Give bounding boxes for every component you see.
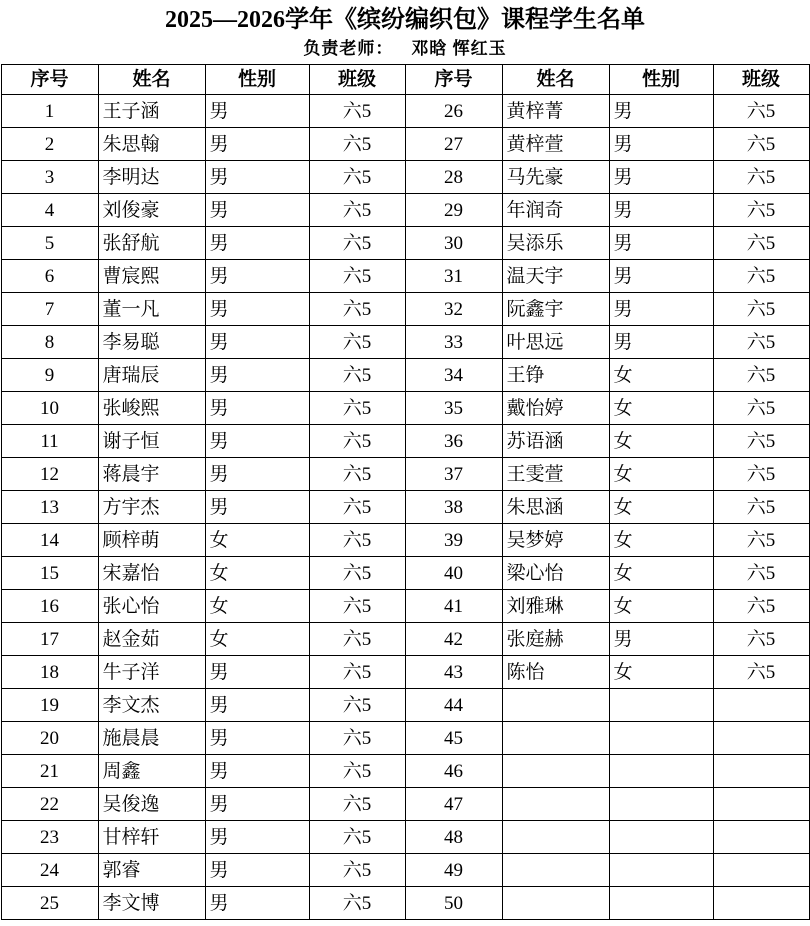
cell-gender-left: 男 <box>205 425 309 458</box>
cell-gender-right <box>609 854 713 887</box>
cell-class-right: 六5 <box>713 590 809 623</box>
cell-index-left: 15 <box>1 557 98 590</box>
cell-index-left: 6 <box>1 260 98 293</box>
cell-class-left: 六5 <box>309 854 405 887</box>
cell-class-left: 六5 <box>309 425 405 458</box>
cell-index-left: 25 <box>1 887 98 920</box>
cell-gender-left: 男 <box>205 194 309 227</box>
cell-class-right: 六5 <box>713 392 809 425</box>
column-header-name-right: 姓名 <box>502 65 609 95</box>
cell-name-left: 李明达 <box>98 161 205 194</box>
cell-name-right: 吴梦婷 <box>502 524 609 557</box>
cell-index-left: 5 <box>1 227 98 260</box>
cell-gender-left: 女 <box>205 524 309 557</box>
table-row <box>1 557 809 590</box>
table-row <box>1 293 809 326</box>
table-row <box>1 788 809 821</box>
cell-index-right: 43 <box>405 656 502 689</box>
cell-name-right: 陈怡 <box>502 656 609 689</box>
column-header-index-left: 序号 <box>1 65 98 95</box>
cell-index-right: 36 <box>405 425 502 458</box>
table-row <box>1 887 809 920</box>
cell-gender-left: 男 <box>205 227 309 260</box>
cell-class-left: 六5 <box>309 887 405 920</box>
teacher-label: 负责老师： <box>303 38 394 58</box>
cell-class-right: 六5 <box>713 524 809 557</box>
cell-index-left: 22 <box>1 788 98 821</box>
teacher-names: 邓晗 恽红玉 <box>411 38 507 58</box>
cell-gender-right: 女 <box>609 590 713 623</box>
cell-index-right: 44 <box>405 689 502 722</box>
cell-name-left: 施晨晨 <box>98 722 205 755</box>
cell-gender-left: 男 <box>205 326 309 359</box>
cell-class-left: 六5 <box>309 392 405 425</box>
cell-class-right: 六5 <box>713 128 809 161</box>
cell-index-right: 46 <box>405 755 502 788</box>
cell-name-left: 曹宸熙 <box>98 260 205 293</box>
table-row <box>1 128 809 161</box>
cell-class-left: 六5 <box>309 293 405 326</box>
cell-index-left: 9 <box>1 359 98 392</box>
cell-gender-left: 男 <box>205 689 309 722</box>
cell-index-right: 49 <box>405 854 502 887</box>
cell-gender-right: 女 <box>609 491 713 524</box>
table-row <box>1 194 809 227</box>
cell-gender-right: 女 <box>609 458 713 491</box>
cell-index-right: 38 <box>405 491 502 524</box>
cell-name-left: 郭睿 <box>98 854 205 887</box>
table-row <box>1 359 809 392</box>
column-header-class-left: 班级 <box>309 65 405 95</box>
cell-name-right <box>502 689 609 722</box>
table-row <box>1 590 809 623</box>
cell-name-right <box>502 854 609 887</box>
cell-gender-right: 女 <box>609 557 713 590</box>
cell-gender-right <box>609 722 713 755</box>
cell-index-left: 3 <box>1 161 98 194</box>
table-row <box>1 227 809 260</box>
cell-class-left: 六5 <box>309 326 405 359</box>
cell-gender-left: 男 <box>205 161 309 194</box>
cell-gender-right: 女 <box>609 392 713 425</box>
cell-gender-left: 男 <box>205 359 309 392</box>
cell-name-right <box>502 722 609 755</box>
cell-class-left: 六5 <box>309 128 405 161</box>
cell-gender-right: 男 <box>609 293 713 326</box>
table-body <box>1 95 809 920</box>
cell-class-left: 六5 <box>309 95 405 128</box>
table-row <box>1 326 809 359</box>
table-row <box>1 722 809 755</box>
cell-class-left: 六5 <box>309 821 405 854</box>
cell-name-right: 温天宇 <box>502 260 609 293</box>
table-row <box>1 524 809 557</box>
cell-class-right <box>713 755 809 788</box>
student-roster-table <box>1 64 810 920</box>
cell-name-left: 王子涵 <box>98 95 205 128</box>
cell-name-left: 张心怡 <box>98 590 205 623</box>
cell-name-left: 李文杰 <box>98 689 205 722</box>
cell-index-right: 29 <box>405 194 502 227</box>
page-title: 2025—2026学年《缤纷编织包》课程学生名单 <box>165 7 645 33</box>
cell-index-left: 11 <box>1 425 98 458</box>
cell-index-right: 30 <box>405 227 502 260</box>
cell-index-left: 19 <box>1 689 98 722</box>
cell-name-left: 蒋晨宇 <box>98 458 205 491</box>
cell-index-right: 50 <box>405 887 502 920</box>
cell-name-right: 梁心怡 <box>502 557 609 590</box>
cell-class-right: 六5 <box>713 95 809 128</box>
cell-gender-left: 男 <box>205 854 309 887</box>
cell-index-left: 24 <box>1 854 98 887</box>
cell-index-right: 40 <box>405 557 502 590</box>
cell-class-left: 六5 <box>309 524 405 557</box>
cell-gender-left: 男 <box>205 458 309 491</box>
cell-gender-left: 女 <box>205 623 309 656</box>
cell-name-right: 苏语涵 <box>502 425 609 458</box>
table-row <box>1 755 809 788</box>
cell-gender-left: 男 <box>205 491 309 524</box>
cell-name-left: 周鑫 <box>98 755 205 788</box>
cell-class-right: 六5 <box>713 326 809 359</box>
cell-gender-left: 男 <box>205 260 309 293</box>
cell-gender-right: 男 <box>609 326 713 359</box>
cell-name-left: 董一凡 <box>98 293 205 326</box>
cell-class-right <box>713 788 809 821</box>
cell-index-left: 16 <box>1 590 98 623</box>
cell-class-right: 六5 <box>713 425 809 458</box>
cell-gender-left: 男 <box>205 821 309 854</box>
cell-index-left: 7 <box>1 293 98 326</box>
table-row <box>1 821 809 854</box>
cell-name-left: 牛子洋 <box>98 656 205 689</box>
cell-name-right: 张庭赫 <box>502 623 609 656</box>
cell-index-right: 39 <box>405 524 502 557</box>
cell-gender-right <box>609 755 713 788</box>
table-row <box>1 491 809 524</box>
cell-index-left: 8 <box>1 326 98 359</box>
cell-name-right: 马先豪 <box>502 161 609 194</box>
cell-gender-right <box>609 887 713 920</box>
cell-class-right <box>713 821 809 854</box>
cell-index-right: 33 <box>405 326 502 359</box>
cell-gender-right <box>609 788 713 821</box>
cell-class-right: 六5 <box>713 227 809 260</box>
cell-class-right: 六5 <box>713 359 809 392</box>
cell-class-left: 六5 <box>309 161 405 194</box>
cell-gender-left: 男 <box>205 128 309 161</box>
cell-gender-left: 男 <box>205 887 309 920</box>
column-header-gender-right: 性别 <box>609 65 713 95</box>
cell-index-left: 1 <box>1 95 98 128</box>
cell-class-left: 六5 <box>309 689 405 722</box>
cell-index-left: 17 <box>1 623 98 656</box>
cell-index-right: 28 <box>405 161 502 194</box>
cell-name-right: 年润奇 <box>502 194 609 227</box>
cell-name-right: 刘雅琳 <box>502 590 609 623</box>
cell-name-left: 甘梓轩 <box>98 821 205 854</box>
cell-class-right: 六5 <box>713 194 809 227</box>
cell-name-right <box>502 821 609 854</box>
cell-class-left: 六5 <box>309 359 405 392</box>
cell-class-left: 六5 <box>309 755 405 788</box>
cell-index-right: 27 <box>405 128 502 161</box>
cell-name-right <box>502 755 609 788</box>
cell-name-right: 黄梓菁 <box>502 95 609 128</box>
cell-class-left: 六5 <box>309 656 405 689</box>
cell-name-left: 李文博 <box>98 887 205 920</box>
cell-index-right: 31 <box>405 260 502 293</box>
cell-class-left: 六5 <box>309 458 405 491</box>
cell-gender-right: 男 <box>609 128 713 161</box>
cell-gender-left: 男 <box>205 392 309 425</box>
cell-index-left: 20 <box>1 722 98 755</box>
cell-name-left: 唐瑞辰 <box>98 359 205 392</box>
table-row <box>1 161 809 194</box>
cell-name-right: 黄梓萱 <box>502 128 609 161</box>
cell-index-left: 12 <box>1 458 98 491</box>
cell-name-left: 顾梓萌 <box>98 524 205 557</box>
cell-index-right: 47 <box>405 788 502 821</box>
table-row <box>1 425 809 458</box>
cell-name-right: 阮鑫宇 <box>502 293 609 326</box>
cell-class-left: 六5 <box>309 194 405 227</box>
table-row <box>1 656 809 689</box>
cell-name-right <box>502 887 609 920</box>
cell-gender-right: 男 <box>609 260 713 293</box>
teacher-line <box>0 39 810 64</box>
cell-index-left: 2 <box>1 128 98 161</box>
cell-gender-left: 男 <box>205 722 309 755</box>
cell-index-left: 23 <box>1 821 98 854</box>
cell-gender-left: 男 <box>205 788 309 821</box>
column-header-index-right: 序号 <box>405 65 502 95</box>
cell-index-left: 10 <box>1 392 98 425</box>
cell-class-left: 六5 <box>309 623 405 656</box>
cell-gender-left: 男 <box>205 293 309 326</box>
cell-name-left: 吴俊逸 <box>98 788 205 821</box>
cell-class-right <box>713 689 809 722</box>
cell-name-right: 王雯萱 <box>502 458 609 491</box>
cell-index-right: 45 <box>405 722 502 755</box>
cell-name-right: 王铮 <box>502 359 609 392</box>
cell-gender-right: 男 <box>609 227 713 260</box>
cell-class-right <box>713 854 809 887</box>
cell-index-right: 32 <box>405 293 502 326</box>
cell-name-left: 谢子恒 <box>98 425 205 458</box>
cell-name-left: 方宇杰 <box>98 491 205 524</box>
column-header-class-right: 班级 <box>713 65 809 95</box>
cell-name-left: 赵金茹 <box>98 623 205 656</box>
table-row <box>1 260 809 293</box>
cell-gender-right: 男 <box>609 161 713 194</box>
cell-class-right <box>713 722 809 755</box>
cell-index-left: 4 <box>1 194 98 227</box>
cell-index-right: 48 <box>405 821 502 854</box>
cell-gender-right <box>609 821 713 854</box>
cell-name-left: 李易聪 <box>98 326 205 359</box>
cell-class-right: 六5 <box>713 491 809 524</box>
cell-class-right: 六5 <box>713 458 809 491</box>
cell-name-left: 张峻熙 <box>98 392 205 425</box>
cell-gender-right: 男 <box>609 95 713 128</box>
cell-name-right <box>502 788 609 821</box>
table-row <box>1 458 809 491</box>
table-row <box>1 854 809 887</box>
cell-gender-right: 男 <box>609 194 713 227</box>
cell-name-left: 宋嘉怡 <box>98 557 205 590</box>
table-header-row <box>1 65 809 95</box>
cell-class-left: 六5 <box>309 722 405 755</box>
cell-class-right: 六5 <box>713 161 809 194</box>
column-header-name-left: 姓名 <box>98 65 205 95</box>
cell-gender-right: 女 <box>609 524 713 557</box>
cell-gender-right: 女 <box>609 359 713 392</box>
cell-name-right: 叶思远 <box>502 326 609 359</box>
cell-class-left: 六5 <box>309 260 405 293</box>
cell-gender-left: 男 <box>205 755 309 788</box>
cell-class-right: 六5 <box>713 293 809 326</box>
cell-gender-left: 女 <box>205 557 309 590</box>
cell-gender-left: 女 <box>205 590 309 623</box>
cell-index-right: 37 <box>405 458 502 491</box>
cell-class-right: 六5 <box>713 557 809 590</box>
cell-name-left: 朱思翰 <box>98 128 205 161</box>
cell-gender-right: 男 <box>609 623 713 656</box>
cell-gender-right <box>609 689 713 722</box>
cell-name-right: 朱思涵 <box>502 491 609 524</box>
cell-gender-right: 女 <box>609 656 713 689</box>
cell-class-left: 六5 <box>309 590 405 623</box>
cell-gender-left: 男 <box>205 95 309 128</box>
table-row <box>1 623 809 656</box>
cell-index-right: 34 <box>405 359 502 392</box>
cell-index-right: 42 <box>405 623 502 656</box>
cell-index-left: 18 <box>1 656 98 689</box>
cell-index-left: 14 <box>1 524 98 557</box>
cell-class-right <box>713 887 809 920</box>
cell-index-right: 35 <box>405 392 502 425</box>
cell-index-right: 26 <box>405 95 502 128</box>
cell-name-left: 张舒航 <box>98 227 205 260</box>
cell-class-right: 六5 <box>713 260 809 293</box>
cell-class-left: 六5 <box>309 557 405 590</box>
cell-index-left: 21 <box>1 755 98 788</box>
cell-class-left: 六5 <box>309 227 405 260</box>
cell-gender-left: 男 <box>205 656 309 689</box>
column-header-gender-left: 性别 <box>205 65 309 95</box>
cell-index-left: 13 <box>1 491 98 524</box>
cell-name-left: 刘俊豪 <box>98 194 205 227</box>
cell-class-right: 六5 <box>713 656 809 689</box>
table-row <box>1 392 809 425</box>
table-row <box>1 95 809 128</box>
cell-class-left: 六5 <box>309 788 405 821</box>
cell-name-right: 戴怡婷 <box>502 392 609 425</box>
cell-class-left: 六5 <box>309 491 405 524</box>
cell-class-right: 六5 <box>713 623 809 656</box>
cell-gender-right: 女 <box>609 425 713 458</box>
cell-name-right: 吴添乐 <box>502 227 609 260</box>
table-row <box>1 689 809 722</box>
cell-index-right: 41 <box>405 590 502 623</box>
